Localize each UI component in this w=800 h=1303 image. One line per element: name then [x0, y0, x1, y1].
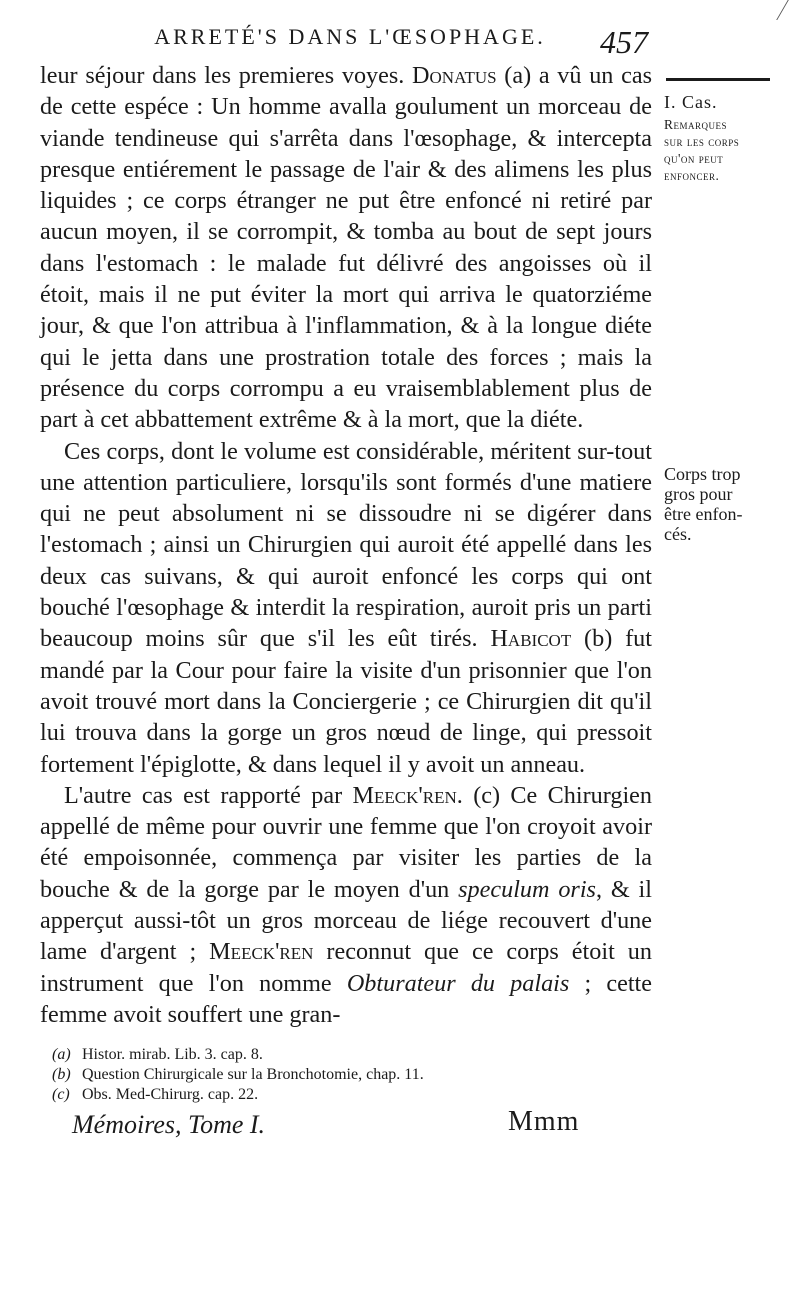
footnote-mark: (a)	[52, 1046, 71, 1063]
page-corner-mark	[762, 0, 789, 20]
sidenote-large-bodies	[664, 464, 776, 544]
footnotes	[52, 1045, 612, 1105]
author-name: Habicot	[490, 625, 572, 653]
text-run: , & il apperçut aussi-tôt un gros morceau de liége recouvert d'une lame d'argent ;	[40, 875, 653, 966]
text-run: (a) a vû un cas de cette espéce : Un homme avalla goulument un morceau de viande tendineuse qui s'arrêta dans l'œsophage, & intercepta presque entiérement le passage de l'air & des alimens les plus liquides ; ce corps étranger ne put être enfoncé ni retiré par aucun moyen, il se corrompit, & tomba au bout de sept jours dans l'estomach : le malade fut délivré des angoisses où il étoit, mais il ne put éviter la mort qui arriva le quatorziéme jour, & que l'on attribua à l'inflammation, & à la longue diéte qui le jetta dans une prostration totale des forces ; mais la présence du corps corrompu a eu vraisemblablement plus de part à cet abbattement extrême & à la mort, que la diéte.	[40, 62, 652, 434]
footnote	[52, 1045, 612, 1065]
text-run: Ces corps, dont le volume est considérable, méritent sur-tout une attention particuliere, lorsqu'ils sont formés d'une matiere qui ne peut absolument ni se dissoudre ni se digérer dans l'estomach ; ainsi un Chirurgien qui auroit été appellé dans les deux cas suivans, & qui auroit enfoncé les corps qui ont bouché l'œsophage & interdit la respiration, auroit pris un parti beaucoup moins sûr que s'il les eût tirés.	[40, 437, 652, 653]
text-run: . (c) Ce Chirurgien appellé de même pour ouvrir une femme que l'on croyoit avoir été empoisonnée, commença par visiter les parties de la bouche & de la gorge par le moyen d'un	[40, 781, 652, 903]
sidenote-line: qu'on peut	[664, 151, 724, 166]
signature-line: Mémoires, Tome I.	[72, 1110, 266, 1139]
sidenote-line: Remarques	[664, 117, 728, 132]
author-name: Meeck'ren	[352, 781, 457, 809]
footnote-text: Obs. Med-Chirurg. cap. 22.	[82, 1086, 259, 1103]
page-number: 457	[600, 24, 648, 60]
sidenote-line: Corps trop	[664, 464, 741, 484]
sidenote-line: enfoncer.	[664, 168, 720, 183]
text-run: reconnut que ce corps étoit un instrument que l'on nomme	[40, 938, 652, 997]
author-name: Meeck'ren	[209, 938, 314, 966]
text-run: (b) fut mandé par la Cour pour faire la visite d'un prisonnier que l'on avoit trouvé mort dans la Conciergerie ; ce Chirurgien dit qu'il lui trouva dans la gorge un gros nœud de linge, qui pressoit fortement l'épiglotte, & dans lequel il y avoit un anneau.	[40, 625, 652, 778]
running-title: ARRETÉ'S DANS L'ŒSOPHAGE.	[154, 24, 546, 49]
text-run: ; cette femme avoit souffert une gran-	[40, 969, 652, 1028]
main-text	[40, 60, 652, 1030]
paragraph-donatus	[40, 60, 652, 436]
paragraph-habicot	[40, 436, 652, 780]
sidenote-line: gros pour	[664, 484, 733, 504]
sidenote-line: cés.	[664, 524, 692, 544]
footnote-text: Question Chirurgicale sur la Bronchotomie, chap. 11.	[82, 1066, 424, 1083]
footnote	[52, 1085, 612, 1105]
footnote	[52, 1065, 612, 1085]
text-run: L'autre cas est rapporté par	[64, 781, 353, 809]
footnote-text: Histor. mirab. Lib. 3. cap. 8.	[82, 1046, 263, 1063]
instrument-name: Obturateur du palais	[346, 969, 570, 997]
sidenote-case-one	[664, 92, 774, 184]
latin-term: speculum oris	[458, 875, 596, 903]
catchword: Mmm	[508, 1106, 580, 1137]
header-rule	[666, 78, 770, 81]
sidenote-case-label: I. Cas.	[664, 92, 718, 112]
footnote-mark: (c)	[52, 1086, 70, 1103]
sidenote-line: sur les corps	[664, 134, 740, 149]
sidenote-line: être enfon-	[664, 504, 743, 524]
text-run: leur séjour dans les premieres voyes.	[40, 62, 413, 89]
author-name: Donatus	[412, 62, 497, 89]
footnote-mark: (b)	[52, 1066, 71, 1083]
paragraph-meeckren	[40, 780, 652, 1030]
